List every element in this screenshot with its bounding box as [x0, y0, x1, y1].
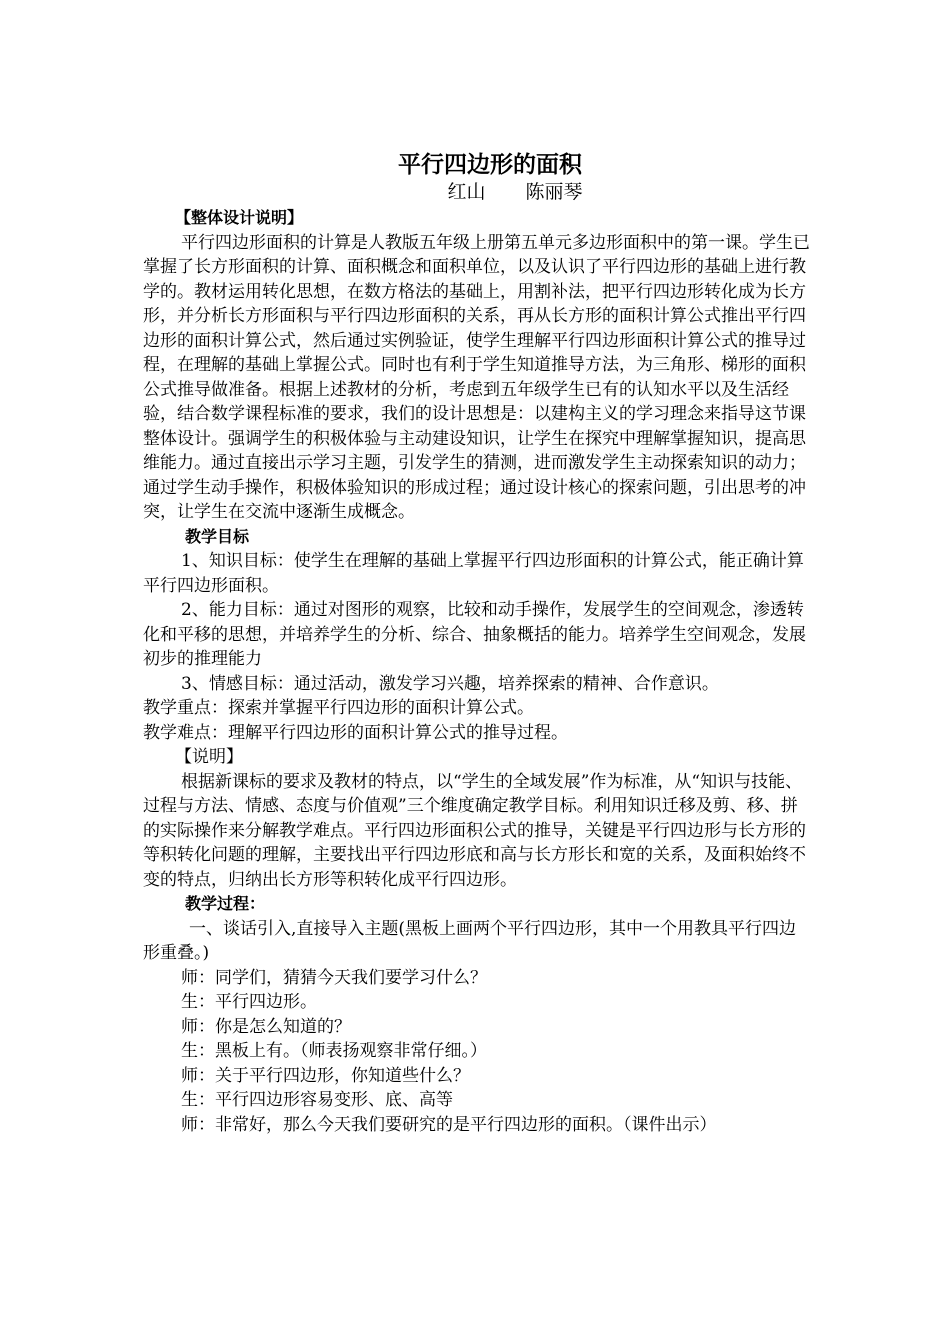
author-name: 陈丽琴	[525, 181, 583, 203]
goal-item: 1、知识目标：使学生在理解的基础上掌握平行四边形面积的计算公式，能正确计算平行四边形面积。	[143, 551, 804, 596]
dialog-line: 生：黑板上有。（师表扬观察非常仔细。）	[181, 1041, 487, 1061]
dialog-line: 师：你是怎么知道的？	[181, 1016, 351, 1037]
design-paragraph: 平行四边形面积的计算是人教版五年级上册第五单元多边形面积中的第一课。学生已掌握了长方形面积的计算、面积概念和面积单位，以及认识了平行四边形的基础上进行教学的。教材运用转化思想，在数方格法的基础上，用割补法，把平行四边形转化成为长方形，并分析长方形面积与平行四边形面积的关系，再从长方形的面积计算公式推出平行四边形的面积计算公式，然后通过实例验证，使学生理解平行四边形面积计算公式的推导过程，在理解的基础上掌握公式。同时也有利于学生知道推导方法，为三角形、梯形的面积公式推导做准备。根据上述教材的分析，考虑到五年级学生已有的认知水平以及生活经验，结合数学课程标准的要求，我们的设计思想是：以建构主义的学习理念来指导这节课整体设计。强调学生的积极体验与主动建设知识，让学生在探究中理解掌握知识，提高思维能力。通过直接出示学习主题，引发学生的猜测，进而激发学生主动探索知识的动力；通过学生动手操作，积极体验知识的形成过程；通过设计核心的探索问题，引出思考的冲突，让学生在交流中逐渐生成概念。	[143, 232, 810, 522]
dialog-line: 师：关于平行四边形，你知道些什么？	[181, 1065, 470, 1086]
section-heading-note: 【说明】	[175, 747, 243, 767]
note-paragraph: 根据新课标的要求及教材的特点，以“学生的全域发展”作为标准，从“知识与技能、过程与方法、情感、态度与价值观”三个维度确定教学目标。利用知识迁移及剪、移、拼的实际操作来分解教学难点。平行四边形面积公式的推导，关键是平行四边形与长方形的等积转化问题的理解，主要找出平行四边形底和高与长方形长和宽的关系，及面积始终不变的特点，归纳出长方形等积转化成平行四边形。	[143, 771, 806, 890]
process-intro: 一、谈话引入,直接导入主题(黑板上画两个平行四边形，其中一个用教具平行四边形重叠。)	[143, 918, 797, 963]
section-heading-process: 教学过程：	[185, 894, 266, 913]
dialog-line: 生：平行四边形容易变形、底、高等	[181, 1090, 453, 1110]
goal-item: 2、能力目标：通过对图形的观察，比较和动手操作，发展学生的空间观念，渗透转化和平移的思想，并培养学生的分析、综合、抽象概括的能力。培养学生空间观念，发展初步的推理能力	[143, 600, 806, 669]
dialog-line: 师：同学们，猜猜今天我们要学习什么？	[181, 967, 487, 988]
dialog-line: 生：平行四边形。	[181, 992, 317, 1012]
section-heading-design: 【整体设计说明】	[175, 208, 304, 227]
goal-item: 3、情感目标：通过活动，激发学习兴趣，培养探索的精神、合作意识。	[181, 673, 719, 694]
author-line	[0, 179, 950, 205]
dialog-line: 师：非常好，那么今天我们要研究的是平行四边形的面积。（课件出示）	[181, 1114, 717, 1135]
key-point: 教学重点：探索并掌握平行四边形的面积计算公式。	[143, 698, 534, 718]
section-heading-goals: 教学目标	[185, 526, 250, 546]
author-school: 红山	[447, 181, 486, 203]
document-title: 平行四边形的面积	[398, 152, 582, 178]
difficulty-point: 教学难点：理解平行四边形的面积计算公式的推导过程。	[143, 722, 568, 743]
document-body	[143, 206, 813, 1137]
